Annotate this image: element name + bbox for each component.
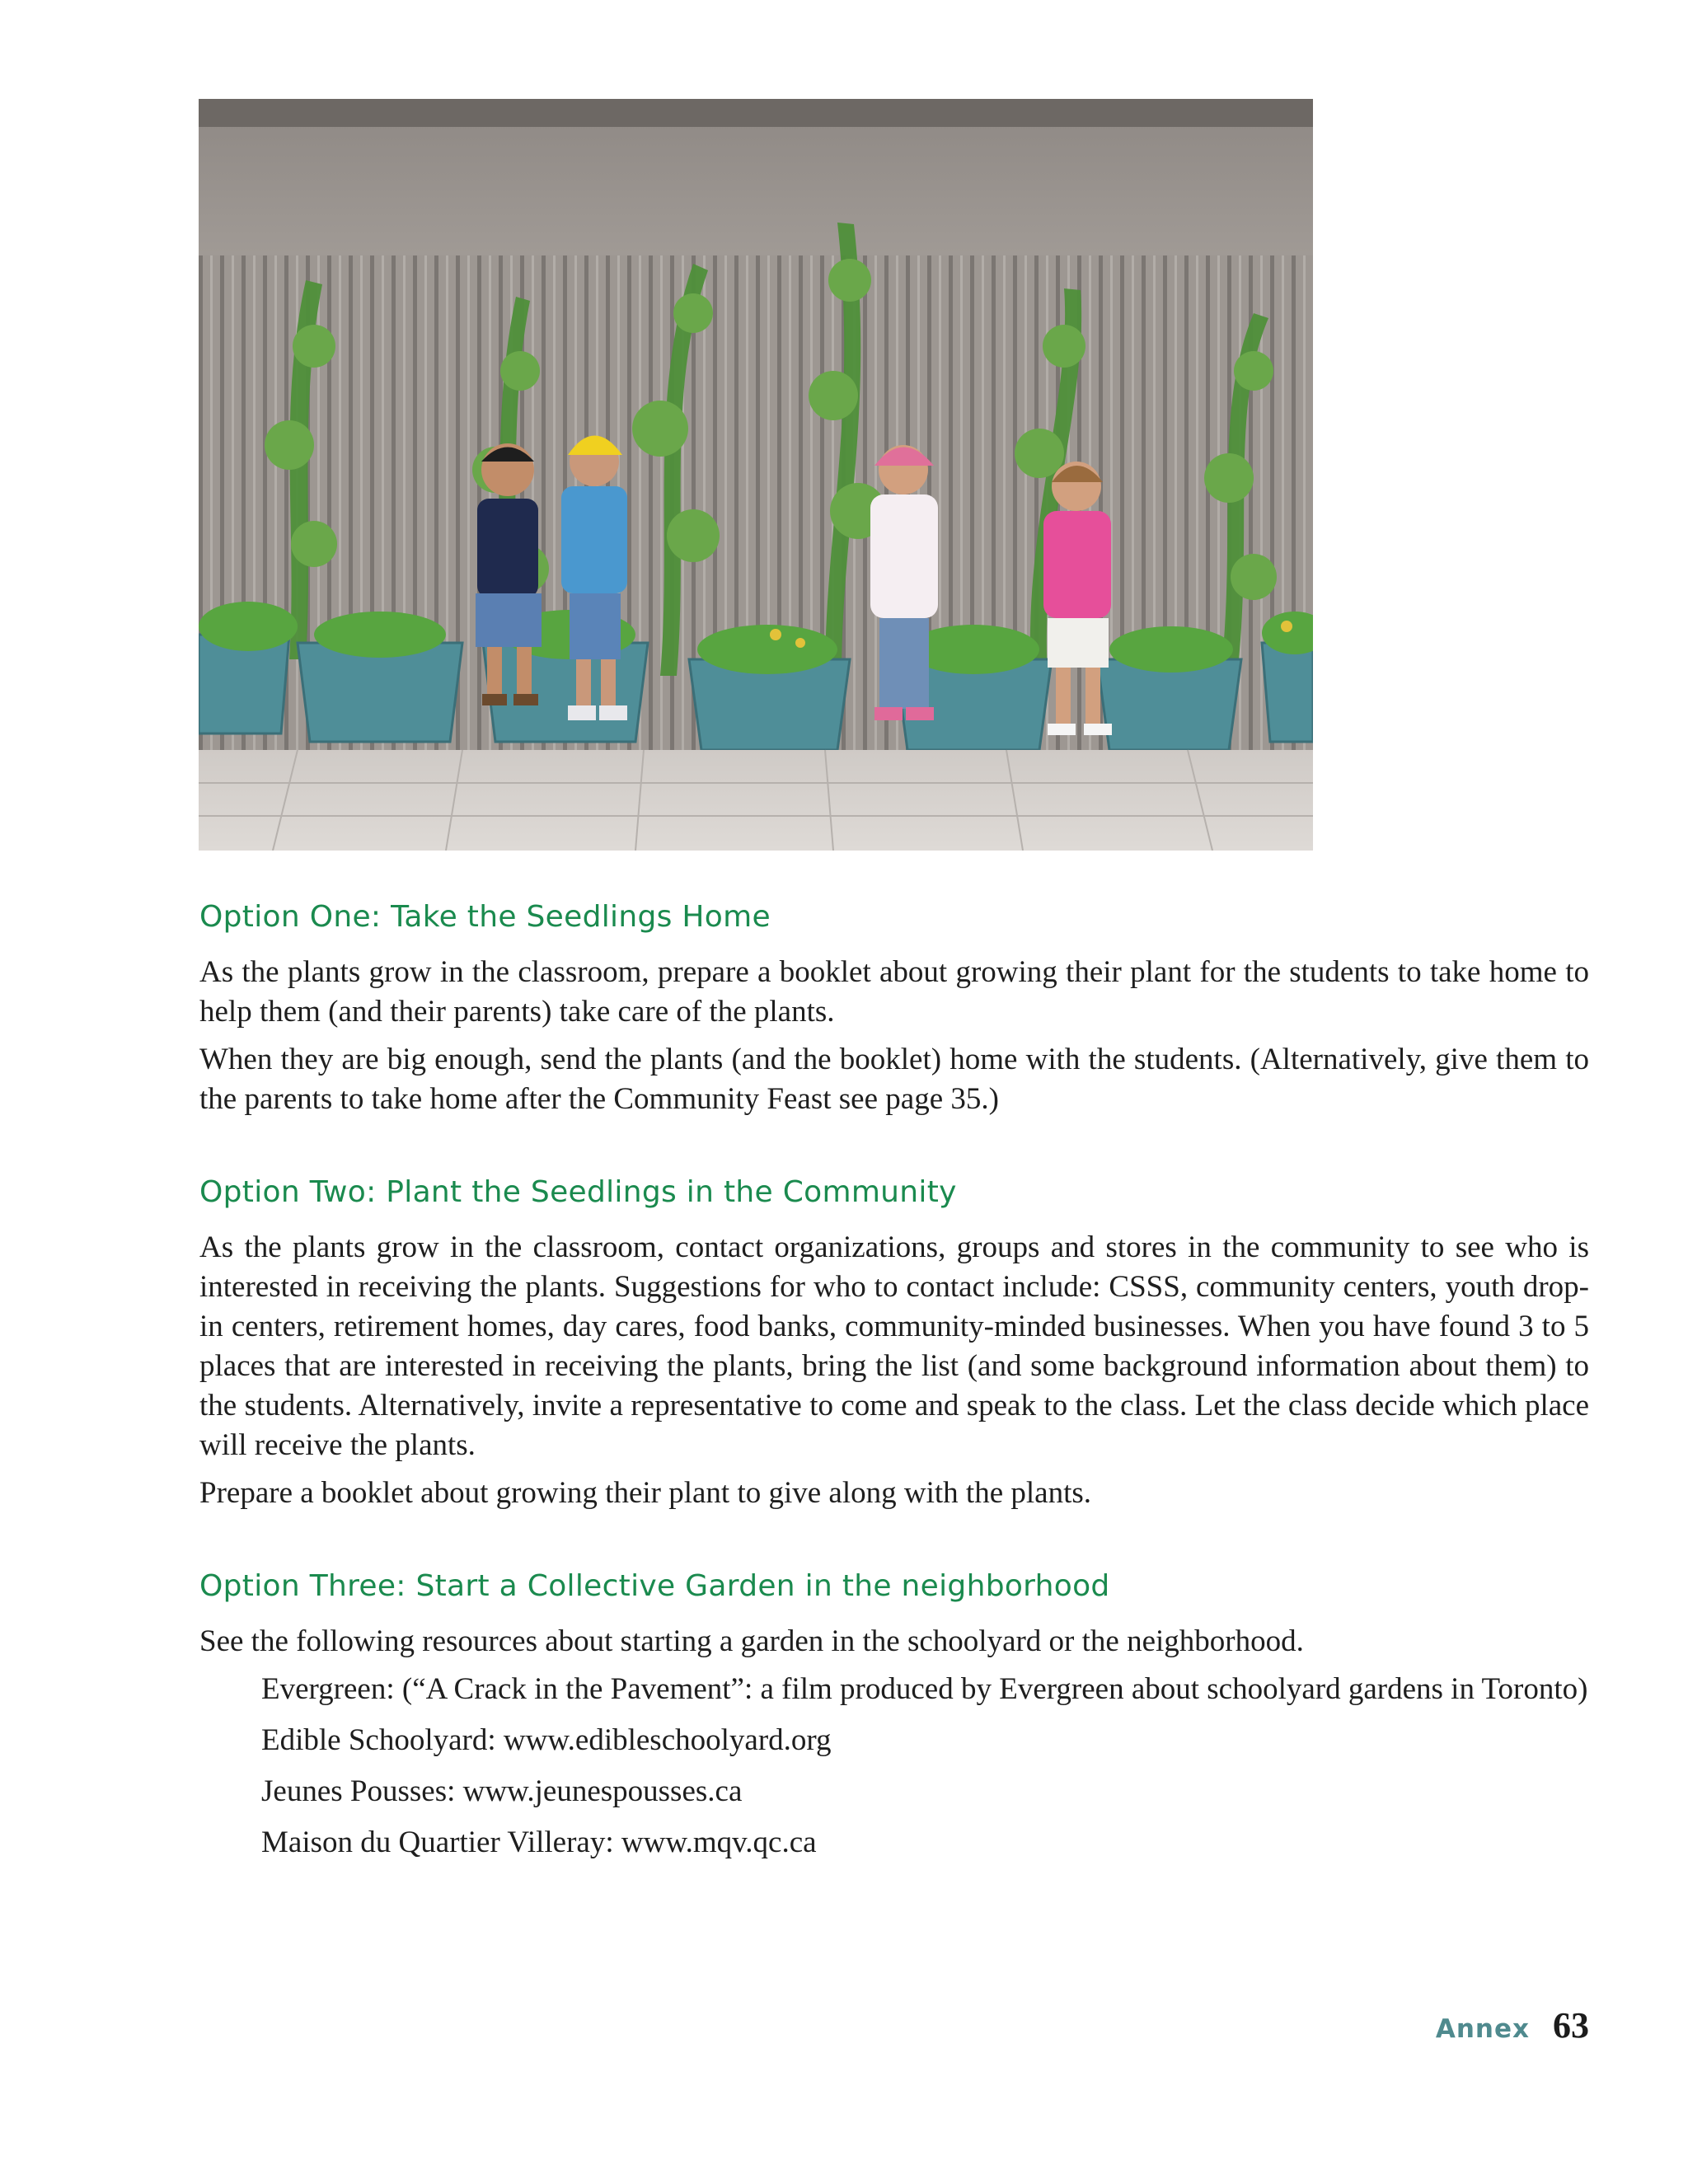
garden-photo-illustration <box>199 99 1313 851</box>
section-option-three <box>199 1561 1589 1863</box>
footer-section-label: Annex <box>1435 2014 1530 2044</box>
paragraph: As the plants grow in the classroom, prepare a booklet about growing their plant for the students to take home to help them (and their parents) take care of the plants. <box>199 955 1589 1029</box>
paragraph: See the following resources about starting a garden in the schoolyard or the neighborhood. <box>199 1624 1304 1658</box>
resource-item: Edible Schoolyard: www.edibleschoolyard.org <box>261 1723 832 1757</box>
page-footer <box>1436 2004 1589 2046</box>
paragraph: As the plants grow in the classroom, contact organizations, groups and stores in the community to see who is interested in receiving the plants. Suggestions for who to contact include: CSSS, community centers, youth drop-in centers, retirement homes, day cares, food banks, community-minded businesses. When you have found 3 to 5 places that are interested in receiving the plants, bring the list (and some background information about them) to the students. Alternatively, invite a representative to come and speak to the class. Let the class decide which place will receive the plants. <box>199 1230 1589 1462</box>
resource-list <box>199 1670 1589 1863</box>
section-option-two <box>199 1167 1589 1513</box>
main-content <box>199 892 1589 1874</box>
section-heading: Option Three: Start a Collective Garden in the neighborhood <box>199 1569 1110 1603</box>
garden-photo <box>199 99 1313 851</box>
resource-item: Evergreen: (“A Crack in the Pavement”: a film produced by Evergreen about schoolyard gardens in Toronto) <box>261 1672 1588 1706</box>
resource-item: Maison du Quartier Villeray: www.mqv.qc.ca <box>261 1825 817 1859</box>
page-number: 63 <box>1553 2005 1589 2046</box>
resource-item: Jeunes Pousses: www.jeunespousses.ca <box>261 1774 743 1808</box>
section-heading: Option Two: Plant the Seedlings in the Community <box>199 1175 957 1209</box>
section-option-one <box>199 892 1589 1119</box>
paragraph: When they are big enough, send the plants (and the booklet) home with the students. (Alternatively, give them to the parents to take home after the Community Feast see page 35.) <box>199 1043 1589 1116</box>
section-heading: Option One: Take the Seedlings Home <box>199 900 771 934</box>
paragraph: Prepare a booklet about growing their plant to give along with the plants. <box>199 1476 1091 1510</box>
